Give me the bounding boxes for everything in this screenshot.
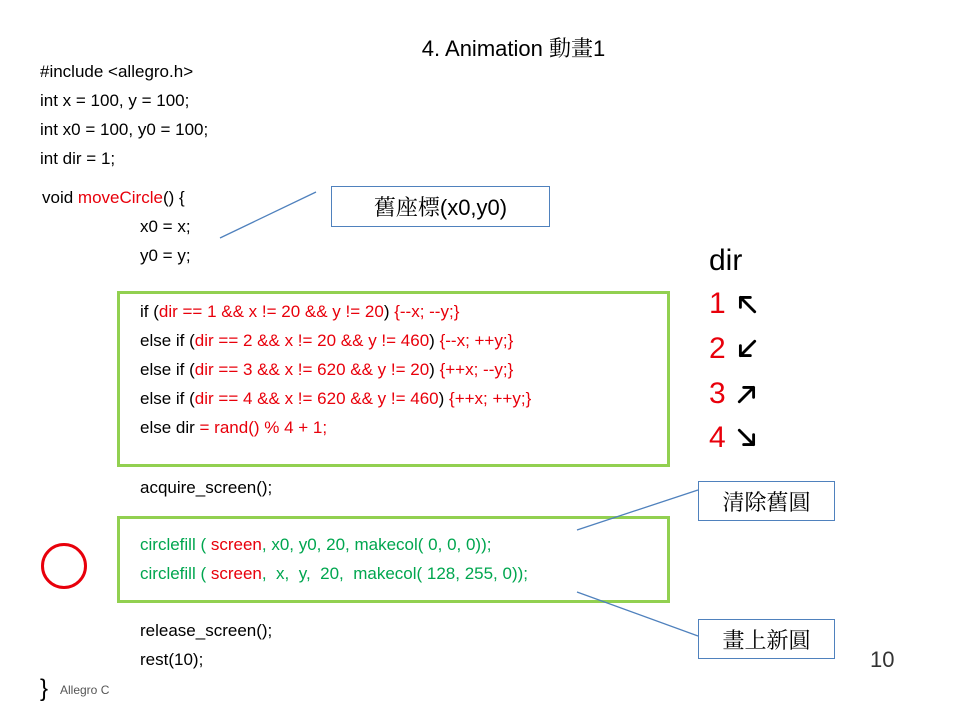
if2-body: {--x; ++y;}	[439, 331, 514, 350]
if3-kw: else if (	[140, 360, 195, 379]
if3-body: {++x; --y;}	[439, 360, 514, 379]
if1-cond: dir == 1 && x != 20 && y != 20	[158, 302, 384, 321]
cf2-args: , x, y, 20, makecol( 128, 255, 0));	[261, 564, 529, 583]
cf1-args: , x0, y0, 20, makecol( 0, 0, 0));	[261, 535, 492, 554]
dir-item-3	[709, 377, 758, 411]
cf1-screen: screen	[210, 535, 262, 554]
acquire-screen-line: acquire_screen();	[140, 478, 273, 497]
cf1-fn: circlefill (	[140, 535, 211, 554]
if1-body: {--x; --y;}	[394, 302, 460, 321]
assign-y-line: y0 = y;	[140, 246, 191, 265]
old-coord-label: 舊座標(x0,y0)	[331, 186, 550, 227]
if2-cond: dir == 2 && x != 20 && y != 460	[194, 331, 430, 350]
header-code-line-4: int dir = 1;	[40, 149, 116, 168]
if4-body: {++x; ++y;}	[449, 389, 532, 408]
dir-item-4	[709, 421, 758, 455]
old-coord-connector	[220, 192, 316, 238]
dir-item-1	[709, 287, 758, 321]
footer-text: Allegro C	[60, 683, 110, 697]
else-kw: else dir	[140, 418, 200, 437]
draw-new-circle-label: 畫上新圓	[698, 619, 835, 659]
slide-title: 4. Animation 動畫1	[421, 36, 606, 61]
closing-brace: }	[40, 675, 49, 702]
rest-line: rest(10);	[140, 650, 204, 669]
header-code-line-2: int x = 100, y = 100;	[40, 91, 190, 110]
arrow-down-left-icon	[736, 338, 758, 360]
if2-kw: else if (	[140, 331, 195, 350]
dir-item-2-number: 2	[709, 332, 726, 365]
if2-paren: )	[429, 331, 440, 350]
dir-item-4-number: 4	[709, 421, 726, 454]
sig-post: () {	[162, 188, 185, 207]
if1-paren: )	[383, 302, 395, 321]
cf2-screen: screen	[210, 564, 262, 583]
assign-x-line: x0 = x;	[140, 217, 191, 236]
if1-kw: if (	[140, 302, 159, 321]
if4-kw: else if (	[140, 389, 195, 408]
arrow-down-right-icon	[736, 427, 758, 449]
else-expr: = rand() % 4 + 1;	[199, 418, 328, 437]
clear-old-circle-label: 清除舊圓	[698, 481, 835, 521]
clear-old-connector	[577, 490, 698, 530]
dir-heading: dir	[709, 244, 743, 277]
draw-new-connector	[577, 592, 698, 636]
function-name: moveCircle	[77, 188, 163, 207]
if3-paren: )	[429, 360, 440, 379]
header-code-line-3: int x0 = 100, y0 = 100;	[40, 120, 209, 139]
arrow-up-left-icon	[736, 293, 758, 315]
dir-item-1-number: 1	[709, 287, 726, 320]
if3-cond: dir == 3 && x != 620 && y != 20	[194, 360, 430, 379]
dir-item-3-number: 3	[709, 377, 726, 410]
if4-cond: dir == 4 && x != 620 && y != 460	[194, 389, 439, 408]
if4-paren: )	[438, 389, 450, 408]
sig-pre: void	[42, 188, 78, 207]
release-screen-line: release_screen();	[140, 621, 273, 640]
dir-item-2	[709, 332, 758, 366]
arrow-up-right-icon	[736, 383, 758, 405]
cf2-fn: circlefill (	[140, 564, 211, 583]
header-code-line-1: #include <allegro.h>	[40, 62, 194, 81]
page-number: 10	[870, 647, 895, 672]
